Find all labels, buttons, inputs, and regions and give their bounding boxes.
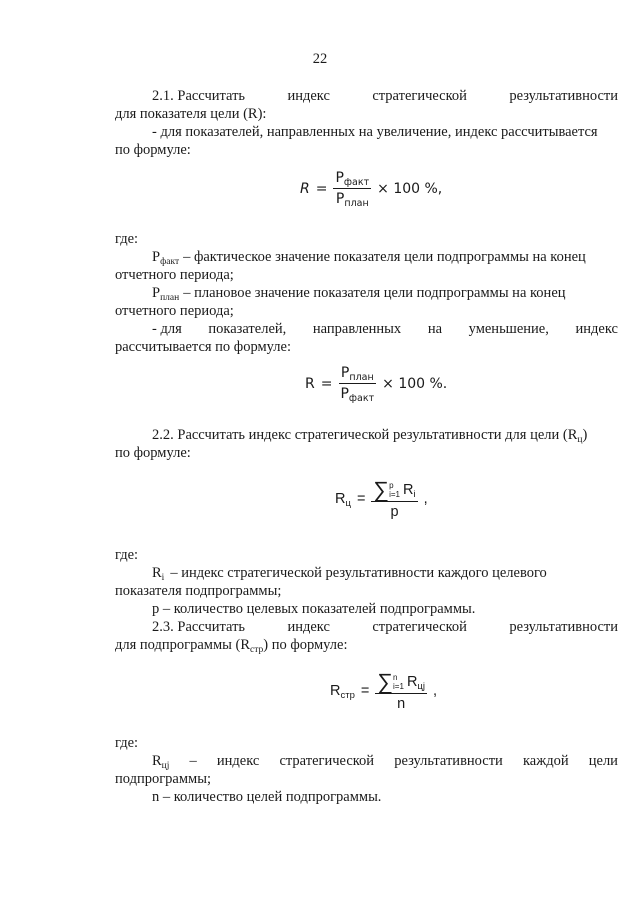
- formula-lhs: $R_{стр}$: [330, 683, 355, 702]
- formula-equals: =: [360, 683, 370, 700]
- bullet-word: - для: [152, 321, 182, 337]
- bullet-word: направленных: [312, 321, 402, 337]
- definition-p-fact-cont: отчетного периода;: [115, 267, 234, 283]
- fraction-numerator: $P_{факт}$: [335, 170, 370, 188]
- fraction-numerator: ∑ p i=1 $R_i$: [373, 477, 416, 502]
- definition-p-plan: [152, 284, 618, 304]
- formula-fraction: [338, 365, 376, 402]
- definition-symbol: $P_{план}$: [152, 285, 180, 303]
- definition-r-i: [152, 564, 618, 584]
- where-label: где:: [115, 547, 139, 563]
- formula-equals: =: [315, 180, 328, 197]
- formula-decrease: [305, 365, 447, 402]
- bullet-decrease-cont: рассчитывается по формуле:: [115, 339, 291, 355]
- definition-word: цели: [588, 753, 618, 769]
- definition-text: – фактическое значение показателя цели подпрограммы на конец: [183, 249, 586, 265]
- definition-p-plan-cont: отчетного периода;: [115, 303, 234, 319]
- section-2-1-heading-cont: для показателя цели (R):: [115, 106, 267, 122]
- section-2-2-heading-cont: по формуле:: [115, 445, 191, 461]
- definition-r-i-cont: показателя подпрограммы;: [115, 583, 282, 599]
- formula-fraction: [375, 670, 427, 712]
- formula-tail: ,: [432, 683, 438, 700]
- formula-goal-index: [335, 478, 428, 520]
- heading-word: индекс: [287, 88, 330, 104]
- bullet-increase-line: - для показателей, направленных на увеличение, индекс рассчитывается: [152, 124, 598, 140]
- heading-word: 2.3. Рассчитать: [152, 619, 246, 635]
- heading-word: 2.1. Рассчитать: [152, 88, 246, 104]
- heading-word: результативности: [509, 88, 618, 104]
- definition-text: – плановое значение показателя цели подпрограммы на конец: [183, 285, 566, 301]
- heading-word: стратегической: [372, 619, 467, 635]
- formula-multiplier: × 100 %.: [382, 375, 448, 392]
- section-2-1-heading-line: [152, 87, 618, 105]
- sum-icon: ∑: [373, 477, 390, 502]
- formula-lhs: $R_ц$: [335, 491, 351, 510]
- definition-symbol: $P_{факт}$: [152, 249, 180, 267]
- sum-limits: n i=1: [393, 673, 404, 692]
- definition-r-cj-cont: подпрограммы;: [115, 771, 211, 787]
- formula-equals: =: [356, 491, 366, 508]
- bullet-word: показателей,: [208, 321, 287, 337]
- definition-symbol: $R_i$: [152, 565, 165, 583]
- fraction-numerator: $P_{план}$: [340, 365, 374, 383]
- section-2-3-heading-cont: для подпрограммы $(R_{стр})$ по формуле:: [115, 637, 348, 655]
- fraction-numerator: ∑ n i=1 $R_{цj}$: [377, 669, 425, 694]
- definition-word: –: [189, 753, 197, 769]
- heading-word: индекс: [287, 619, 330, 635]
- definition-p: p – количество целевых показателей подпрограммы.: [152, 601, 476, 617]
- formula-subprogram-index: [330, 670, 437, 712]
- formula-fraction: [371, 478, 417, 520]
- heading-word: стратегической: [372, 88, 467, 104]
- formula-tail: ,: [423, 491, 428, 508]
- bullet-word: на: [427, 321, 443, 337]
- definition-p-fact: [152, 248, 618, 268]
- page-number: 22: [312, 51, 328, 67]
- fraction-denominator: p: [390, 504, 399, 521]
- formula-equals: =: [320, 375, 333, 392]
- definition-word: каждой: [522, 753, 569, 769]
- formula-multiplier: × 100 %,: [377, 180, 443, 197]
- bullet-increase-cont: по формуле:: [115, 142, 191, 158]
- section-2-2-heading-line: 2.2. Рассчитать индекс стратегической результативности для цели $(R_ц)$: [152, 427, 588, 445]
- section-2-3-heading-line: [152, 618, 618, 636]
- definition-text: – индекс стратегической результативности каждого целевого: [170, 565, 547, 581]
- definition-word: индекс: [216, 753, 260, 769]
- sum-limits: p i=1: [389, 481, 400, 500]
- heading-word: результативности: [509, 619, 618, 635]
- where-label: где:: [115, 231, 139, 247]
- formula-increase: [300, 170, 442, 207]
- fraction-denominator: $P_{план}$: [335, 191, 369, 209]
- definition-word: результативности: [394, 753, 503, 769]
- fraction-denominator: n: [397, 696, 406, 713]
- formula-fraction: [333, 170, 371, 207]
- fraction-denominator: $P_{факт}$: [340, 386, 375, 404]
- where-label: где:: [115, 735, 139, 751]
- bullet-decrease-line: [152, 320, 618, 338]
- bullet-word: уменьшение,: [468, 321, 549, 337]
- definition-symbol: $R_{цj}$: [152, 753, 170, 771]
- formula-lhs: R: [300, 180, 310, 197]
- definition-r-cj: [152, 752, 618, 772]
- definition-n: n – количество целей подпрограммы.: [152, 789, 382, 805]
- formula-lhs: R: [305, 375, 315, 392]
- definition-word: стратегической: [279, 753, 375, 769]
- bullet-word: индекс: [575, 321, 618, 337]
- sum-icon: ∑: [377, 669, 394, 694]
